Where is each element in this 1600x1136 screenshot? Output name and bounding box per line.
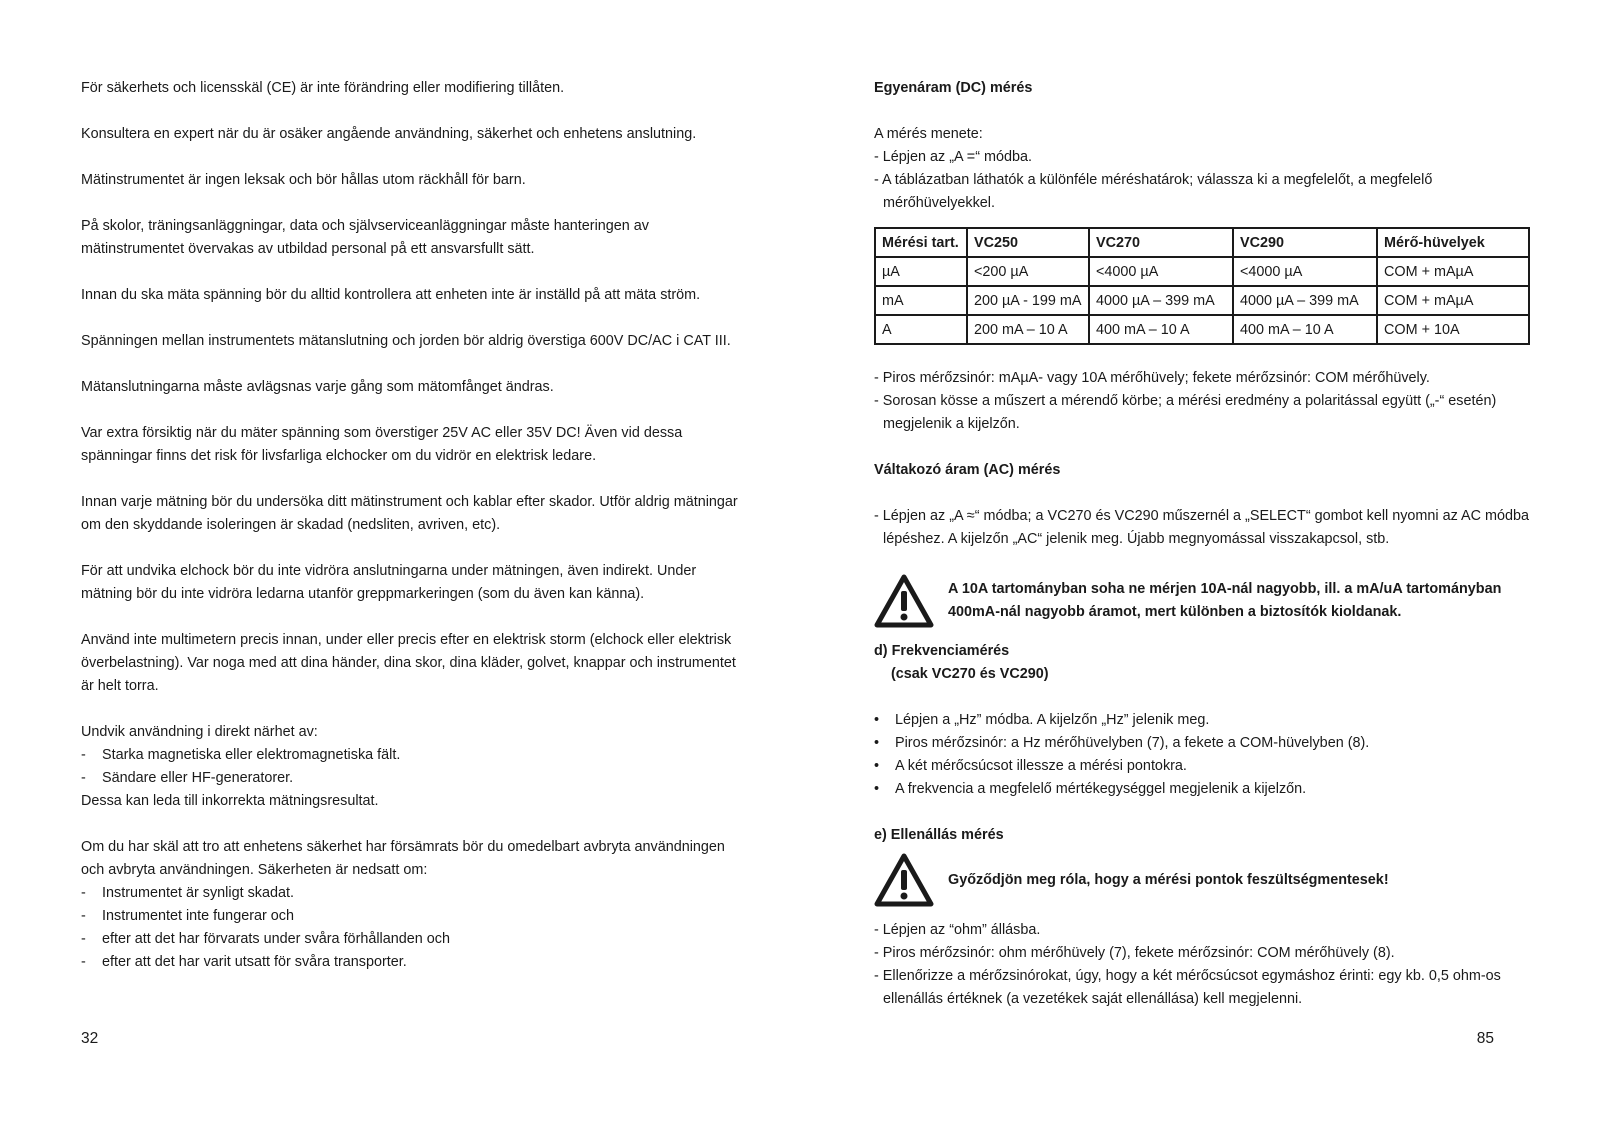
list-item: • Piros mérőzsinór: a Hz mérőhüvelyben (7), a fekete a COM-hüvelyben (8).	[874, 732, 1534, 755]
dc-heading: Egyenáram (DC) mérés	[874, 80, 1033, 96]
list-item: - efter att det har varit utsatt för svåra transporter.	[81, 951, 741, 974]
warning-triangle-icon	[874, 574, 934, 628]
ac-note: - Lépjen az „A ≈“ módba; a VC270 és VC290 műszernél a „SELECT“ gombot kell nyomni az AC módba lépéshez. A kijelzőn „AC“ jelenik meg. Újabb megnyomással visszakapcsol, stb.	[874, 508, 1529, 547]
table-cell: 400 mA – 10 A	[1233, 315, 1377, 344]
table-cell: 200 mA – 10 A	[967, 315, 1089, 344]
right-page	[874, 0, 1534, 1136]
table-cell: COM + 10A	[1377, 315, 1529, 344]
paragraph: För säkerhets och licensskäl (CE) är inte förändring eller modifiering tillåten.	[81, 80, 565, 96]
list-item: • A frekvencia a megfelelő mértékegységgel megjelenik a kijelzőn.	[874, 778, 1534, 801]
table-header-cell: VC270	[1089, 228, 1233, 257]
table-cell: mA	[875, 286, 967, 315]
table-header-cell: Mérési tart.	[875, 228, 967, 257]
safety-list	[81, 882, 741, 974]
avoid-result: Dessa kan leda till inkorrekta mätningsresultat.	[81, 793, 379, 809]
freq-list	[874, 709, 1534, 801]
table-cell: 4000 µA – 399 mA	[1089, 286, 1233, 315]
resistance-note: - Ellenőrizze a mérőzsinórokat, úgy, hogy a két mérőcsúcsot egymáshoz érinti: egy kb. 0,5 ohm-os ellenállás értéknek (a vezetékek saját ellenállása) kell megjelenni.	[874, 968, 1501, 1007]
freq-heading: d) Frekvenciamérés	[874, 643, 1010, 659]
paragraph: Innan du ska mäta spänning bör du alltid kontrollera att enheten inte är inställd på att mäta ström.	[81, 287, 701, 303]
paragraph: Mätinstrumentet är ingen leksak och bör hållas utom räckhåll för barn.	[81, 172, 526, 188]
paragraph: För att undvika elchock bör du inte vidröra anslutningarna under mätningen, även indirekt. Under mätning bör du inte vidröra ledarna utanför greppmarkeringen (som du även kan känna).	[81, 563, 697, 602]
page-number: 32	[81, 1030, 99, 1047]
safety-intro: Om du har skäl att tro att enhetens säkerhet har försämrats bör du omedelbart avbryta användningen och avbryta användningen. Säkerheten är nedsatt om:	[81, 839, 725, 878]
warning-triangle-icon	[874, 853, 934, 907]
ac-warning	[874, 574, 1534, 628]
left-page-content	[81, 77, 741, 974]
table-cell: 200 µA - 199 mA	[967, 286, 1089, 315]
table-row	[875, 286, 1529, 315]
dc-step: - Lépjen az „A =“ módba.	[874, 149, 1032, 165]
paragraph: På skolor, träningsanläggningar, data och självserviceanläggningar måste hanteringen av mätinstrumentet övervakas av utbildad personal på ett ansvarsfullt sätt.	[81, 218, 649, 257]
warning-text: A 10A tartományban soha ne mérjen 10A-nál nagyobb, ill. a mA/uA tartományban 400mA-nál nagyobb áramot, mert különben a biztosítók kioldanak.	[948, 581, 1502, 620]
paragraph: Spänningen mellan instrumentets mätanslutning och jorden bör aldrig överstiga 600V DC/AC i CAT III.	[81, 333, 731, 349]
table-header-cell: VC290	[1233, 228, 1377, 257]
freq-subheading: (csak VC270 és VC290)	[891, 666, 1049, 682]
list-item: - efter att det har förvarats under svåra förhållanden och	[81, 928, 741, 951]
warning-text: Győződjön meg róla, hogy a mérési pontok feszültségmentesek!	[948, 871, 1389, 888]
ac-heading: Váltakozó áram (AC) mérés	[874, 462, 1061, 478]
paragraph: Var extra försiktig när du mäter spänning som överstiger 25V AC eller 35V DC! Även vid dessa spänningar finns det risk för livsfarliga elchocker om du vidrör en elektrisk ledare.	[81, 425, 683, 464]
avoid-list	[81, 744, 741, 790]
table-cell: 400 mA – 10 A	[1089, 315, 1233, 344]
table-header-cell: VC250	[967, 228, 1089, 257]
avoid-intro: Undvik användning i direkt närhet av:	[81, 724, 318, 740]
dc-note: - Sorosan kösse a műszert a mérendő körbe; a mérési eredmény a polaritással együtt („-“ esetén) megjelenik a kijelzőn.	[874, 393, 1497, 432]
resistance-note: - Piros mérőzsinór: ohm mérőhüvely (7), fekete mérőzsinór: COM mérőhüvely (8).	[874, 945, 1395, 961]
dc-step: - A táblázatban láthatók a különféle méréshatárok; válassza ki a megfelelőt, a megfelelő mérőhüvelyekkel.	[874, 172, 1433, 211]
table-row	[875, 315, 1529, 344]
list-item: - Instrumentet inte fungerar och	[81, 905, 741, 928]
table-header-row	[875, 228, 1529, 257]
dc-intro: A mérés menete:	[874, 126, 983, 142]
table-cell: A	[875, 315, 967, 344]
paragraph: Använd inte multimetern precis innan, under eller precis efter en elektrisk storm (elchock eller elektrisk överbelastning). Var noga med att dina händer, dina skor, dina kläder, golvet, knappar och instrumentet är helt torra.	[81, 632, 736, 694]
table-cell: <4000 µA	[1233, 257, 1377, 286]
resistance-note: - Lépjen az “ohm” állásba.	[874, 922, 1041, 938]
list-item: - Instrumentet är synligt skadat.	[81, 882, 741, 905]
resistance-heading: e) Ellenállás mérés	[874, 827, 1004, 843]
list-item: • Lépjen a „Hz” módba. A kijelzőn „Hz” jelenik meg.	[874, 709, 1534, 732]
paragraph: Mätanslutningarna måste avlägsnas varje gång som mätomfånget ändras.	[81, 379, 554, 395]
table-cell: COM + mAµA	[1377, 257, 1529, 286]
table-cell: <4000 µA	[1089, 257, 1233, 286]
list-item: - Starka magnetiska eller elektromagnetiska fält.	[81, 744, 741, 767]
right-page-content	[874, 77, 1534, 1011]
left-page	[81, 0, 741, 1136]
dc-note: - Piros mérőzsinór: mAµA- vagy 10A mérőhüvely; fekete mérőzsinór: COM mérőhüvely.	[874, 370, 1430, 386]
list-item: • A két mérőcsúcsot illessze a mérési pontokra.	[874, 755, 1534, 778]
list-item: - Sändare eller HF-generatorer.	[81, 767, 741, 790]
resistance-warning	[874, 853, 1534, 907]
table-cell: µA	[875, 257, 967, 286]
measurement-range-table	[874, 227, 1530, 345]
table-row	[875, 257, 1529, 286]
paragraph: Innan varje mätning bör du undersöka ditt mätinstrument och kablar efter skador. Utför aldrig mätningar om den skyddande isoleringen är skadad (nedsliten, avriven, etc).	[81, 494, 738, 533]
page-number: 85	[1476, 1030, 1494, 1047]
table-cell: 4000 µA – 399 mA	[1233, 286, 1377, 315]
table-cell: <200 µA	[967, 257, 1089, 286]
table-cell: COM + mAµA	[1377, 286, 1529, 315]
paragraph: Konsultera en expert när du är osäker angående användning, säkerhet och enhetens anslutning.	[81, 126, 697, 142]
table-header-cell: Mérő-hüvelyek	[1377, 228, 1529, 257]
